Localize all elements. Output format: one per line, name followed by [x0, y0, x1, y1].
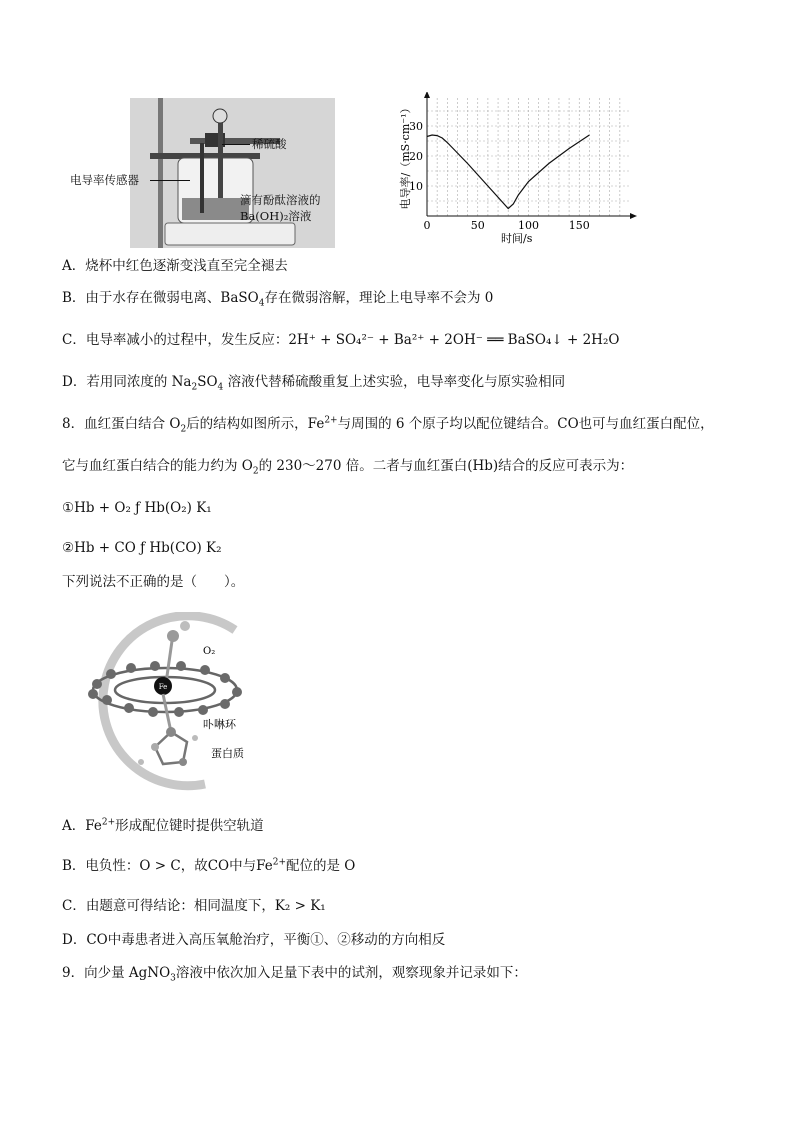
- q7-option-a: A．烧杯中红色逐渐变浅直至完全褪去: [62, 258, 288, 274]
- q8-stem-line1: 8．血红蛋白结合 $O_2$后的结构如图所示，$Fe^{2+}$与周围的 6 个原子均以配位键结合。CO也可与血红蛋白配位，: [62, 415, 714, 435]
- apparatus-illustration: [130, 98, 335, 248]
- conductivity-chart-svg: [385, 92, 645, 262]
- hemoglobin-illustration: [75, 612, 265, 792]
- q8-equation-2: ②Hb + CO ƒ Hb(CO) K₂: [62, 540, 222, 556]
- protein-arc: [103, 616, 235, 786]
- q8-option-b: B．电负性：O > C，故CO中与$Fe^{2+}$配位的是 O: [62, 857, 356, 874]
- label-dilute-acid: 稀硫酸: [252, 137, 287, 151]
- chart-grid: [427, 96, 630, 216]
- label-solution-2: Ba(OH)₂溶液: [240, 209, 312, 223]
- q7-option-d: D．若用同浓度的 $Na_2SO_4$ 溶液代替稀硫酸重复上述实验，电导率变化与原实验相同: [62, 374, 566, 393]
- q7-c-equation: 2H⁺ + SO₄²⁻ + Ba²⁺ + 2OH⁻ ══ BaSO₄↓ + 2H₂O: [288, 332, 620, 348]
- label-solution-1: 滴有酚酞溶液的: [240, 193, 321, 207]
- q8-option-d: D．CO中毒患者进入高压氧舱治疗，平衡①、②移动的方向相反: [62, 932, 446, 948]
- pointer-line-sensor: [150, 180, 190, 181]
- conductivity-chart: [385, 92, 645, 262]
- q8-equation-1: ①Hb + O₂ ƒ Hb(O₂) K₁: [62, 500, 212, 516]
- q8-stem-line2: 它与血红蛋白结合的能力约为 $O_2$的 230～270 倍。二者与血红蛋白(Hb)结合的反应可表示为：: [62, 458, 634, 477]
- q7-option-b: B．由于水存在微弱电离、BaSO$_4$存在微弱溶解，理论上电导率不会为 0: [62, 290, 494, 309]
- x-axis-label: 时间/s: [501, 232, 533, 245]
- o2-atom-1: [167, 630, 179, 642]
- q8-option-c: C．由题意可得结论：相同温度下，K₂ > K₁: [62, 898, 326, 914]
- o2-atom-2: [180, 621, 190, 631]
- q9-stem: 9．向少量 AgNO$_3$溶液中依次加入足量下表中的试剂，观察现象并记录如下：: [62, 965, 527, 984]
- fe-label: Fe: [158, 683, 168, 691]
- protein-label: 蛋白质: [211, 747, 244, 760]
- apparatus-photo: [130, 98, 335, 248]
- x-tick-label: 100: [518, 219, 539, 232]
- y-axis-arrow: [424, 92, 430, 98]
- label-sensor: 电导率传感器: [70, 173, 139, 187]
- y-tick-label: 30: [409, 120, 423, 133]
- porphyrin-label: 卟啉环: [203, 718, 236, 731]
- pointer-line-acid: [222, 144, 250, 145]
- q8-option-a: A．$Fe^{2+}$形成配位键时提供空轨道: [62, 817, 264, 834]
- x-tick-label: 50: [470, 219, 485, 232]
- x-tick-label: 150: [568, 219, 590, 232]
- hemoglobin-structure-figure: [75, 612, 265, 792]
- q8-prompt: 下列说法不正确的是（ ）。: [62, 574, 245, 590]
- y-tick-label: 20: [409, 150, 423, 163]
- q7-option-c: C．电导率减小的过程中，发生反应：2H⁺ + SO₄²⁻ + Ba²⁺ + 2OH⁻ ══ BaSO₄↓ + 2H₂O: [62, 332, 620, 348]
- x-axis-arrow: [630, 213, 637, 219]
- x-tick-label: 0: [423, 219, 431, 232]
- o2-label: O₂: [203, 646, 216, 657]
- y-axis-label: 电导率/（mS·cm⁻¹）: [399, 102, 412, 210]
- y-tick-label: 10: [409, 180, 423, 193]
